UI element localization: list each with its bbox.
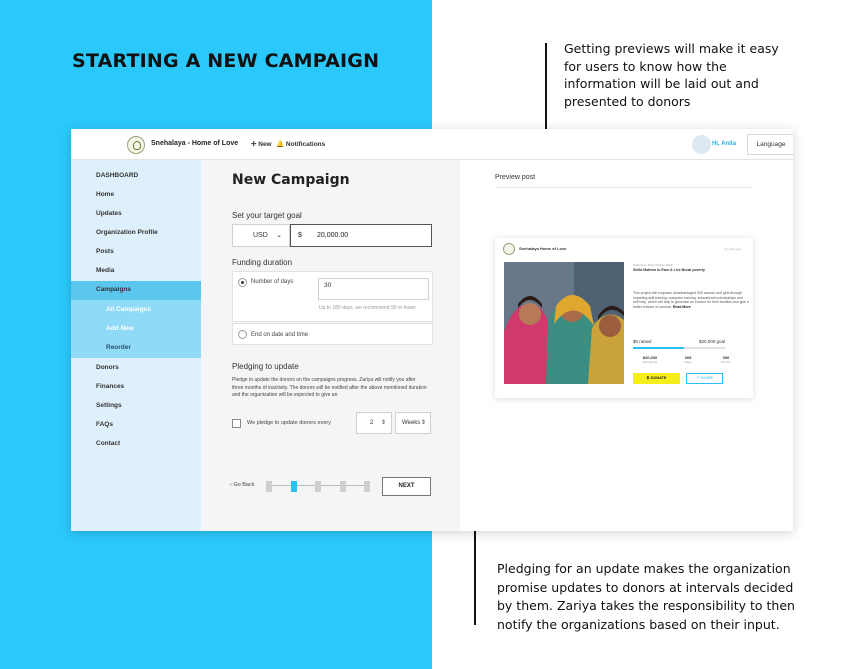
pledge-description: Pledge to update the donors on the campaigns progress. Zariya will notify you after three months of inactivity. The donors will be notified after the above mentioned duration and the organization will be expected to give an (232, 377, 427, 398)
notifications-button[interactable]: 🔔 Notifications (276, 141, 326, 148)
preview-card (495, 238, 753, 398)
org-name[interactable]: Snehalaya - Home of Love (151, 140, 239, 147)
card-photo (504, 262, 624, 384)
amount-input[interactable] (290, 224, 432, 247)
sidebar-item-faqs[interactable]: FAQs (96, 421, 113, 428)
card-stat-remaining (633, 355, 667, 364)
stat-value: 356 (722, 355, 730, 360)
card-org-name: Snehalaya Home of Love (519, 246, 567, 251)
preview-divider (495, 187, 753, 188)
sidebar (71, 160, 201, 531)
interval-unit-select[interactable] (395, 412, 431, 434)
end-date-label: End on date and time (251, 332, 309, 338)
stat-label: Donors (721, 360, 731, 364)
currency-value: USD (253, 232, 268, 239)
currency-symbol: $ (298, 232, 302, 239)
donate-icon: ₿ (646, 376, 651, 380)
donate-button[interactable] (633, 373, 680, 384)
annotation-bottom: Pledging for an update makes the organization promise updates to donors at intervals decided by them. Zariya takes the responsibility to then notify the organizations based on their input. (497, 561, 795, 632)
org-logo-icon[interactable] (127, 136, 145, 154)
stat-label: Days (684, 360, 692, 364)
amount-value: 20,000.00 (317, 232, 349, 239)
stat-label: Remaining (642, 360, 658, 364)
interval-number: 2 (370, 420, 374, 426)
card-progress-bar (633, 347, 725, 349)
card-org-logo-icon (503, 243, 515, 255)
progress-step (315, 481, 321, 492)
share-icon: ↗ (695, 376, 701, 380)
card-timestamp: An hour ago (724, 247, 741, 251)
stat-value: 205 (684, 355, 692, 360)
target-goal-label: Set your target goal (232, 211, 302, 220)
sidebar-item-posts[interactable]: Posts (96, 248, 114, 255)
stat-value: $20,000 (642, 355, 658, 360)
user-greeting[interactable]: Hi, Anita (712, 141, 737, 147)
progress-step (340, 481, 346, 492)
sidebar-item-donors[interactable]: Donors (96, 364, 119, 371)
sidebar-item-dashboard[interactable]: DASHBOARD (96, 172, 139, 179)
card-body (633, 291, 749, 327)
sidebar-item-media[interactable]: Media (96, 267, 115, 274)
card-start-date: Started on 30th October 2020 (633, 263, 673, 267)
preview-panel (460, 160, 793, 531)
page-title: New Campaign (232, 172, 350, 188)
card-stat-days (671, 355, 705, 364)
interval-unit: Weeks (402, 420, 421, 426)
pledge-checkbox-label: We pledge to update donors every (247, 420, 331, 426)
chevron-down-icon: ⌄ (276, 232, 282, 239)
sidebar-item-updates[interactable]: Updates (96, 210, 122, 217)
sidebar-item-contact[interactable]: Contact (96, 440, 121, 447)
progress-step (266, 481, 272, 492)
sidebar-item-finances[interactable]: Finances (96, 383, 125, 390)
days-hint: Up to 180 days, we recommend 90 or fewer (319, 305, 416, 311)
card-goal: $20,000 goal (699, 339, 726, 344)
days-input[interactable]: 30 (318, 278, 429, 300)
sidebar-subitem-all-campaigns[interactable]: All Campaigns (106, 306, 152, 313)
women-photo-illustration (504, 262, 624, 384)
share-button[interactable] (686, 373, 723, 384)
pledge-heading: Pledging to update (232, 362, 299, 371)
progress-step (291, 481, 297, 492)
progress-step (364, 481, 370, 492)
new-button[interactable]: ✢ New (251, 141, 272, 148)
share-label: SHARE (700, 376, 714, 380)
annotation-top: Getting previews will make it easy for users to know how the information will be laid out and presented to donors (564, 41, 779, 109)
card-progress-fill (633, 347, 684, 349)
days-radio-label: Number of days (251, 279, 294, 285)
new-campaign-form (201, 160, 460, 531)
sidebar-item-settings[interactable]: Settings (96, 402, 122, 409)
topbar (71, 129, 793, 160)
sidebar-subitem-add-new[interactable]: Add New (106, 325, 134, 332)
card-raised: $0 raised (633, 339, 652, 344)
go-back-link[interactable]: ‹ Go Back (230, 482, 255, 488)
app-window (71, 129, 793, 531)
duration-days-option[interactable] (232, 271, 433, 322)
read-more-link[interactable]: Read More (672, 304, 691, 309)
pledge-checkbox[interactable] (232, 419, 241, 428)
duration-end-option[interactable] (232, 323, 433, 345)
avatar[interactable] (692, 135, 711, 154)
sidebar-subitem-reorder[interactable]: Reorder (106, 344, 131, 351)
days-radio[interactable] (238, 278, 247, 287)
next-button[interactable]: NEXT (382, 477, 431, 496)
slide-heading: STARTING A NEW CAMPAIGN (72, 50, 380, 72)
funding-duration-label: Funding duration (232, 258, 293, 267)
sidebar-item-campaigns[interactable]: Campaigns (96, 286, 132, 293)
sidebar-active-highlight (71, 281, 201, 300)
donate-label: DONATE (650, 376, 667, 380)
card-stat-donors (709, 355, 743, 364)
stepper-arrows-icon[interactable]: ⇕ (420, 420, 426, 426)
card-title: Stella Mathew to Earn & Live Break poverty (633, 268, 705, 272)
currency-select[interactable] (232, 224, 290, 247)
end-date-radio[interactable] (238, 330, 247, 339)
language-button[interactable]: Language (747, 134, 793, 155)
stepper-arrows-icon[interactable]: ⇕ (380, 420, 386, 426)
card-description: This project will empower disadvantaged 500 women and girls through imparting skill training: computer training, educational scholarships and self help, which will help to generate an income for their families and give a better chance of survival. (633, 291, 749, 309)
sidebar-item-organization-profile[interactable]: Organization Profile (96, 229, 158, 236)
sidebar-item-home[interactable]: Home (96, 191, 115, 198)
interval-number-stepper[interactable] (356, 412, 392, 434)
preview-label: Preview post (495, 174, 536, 181)
